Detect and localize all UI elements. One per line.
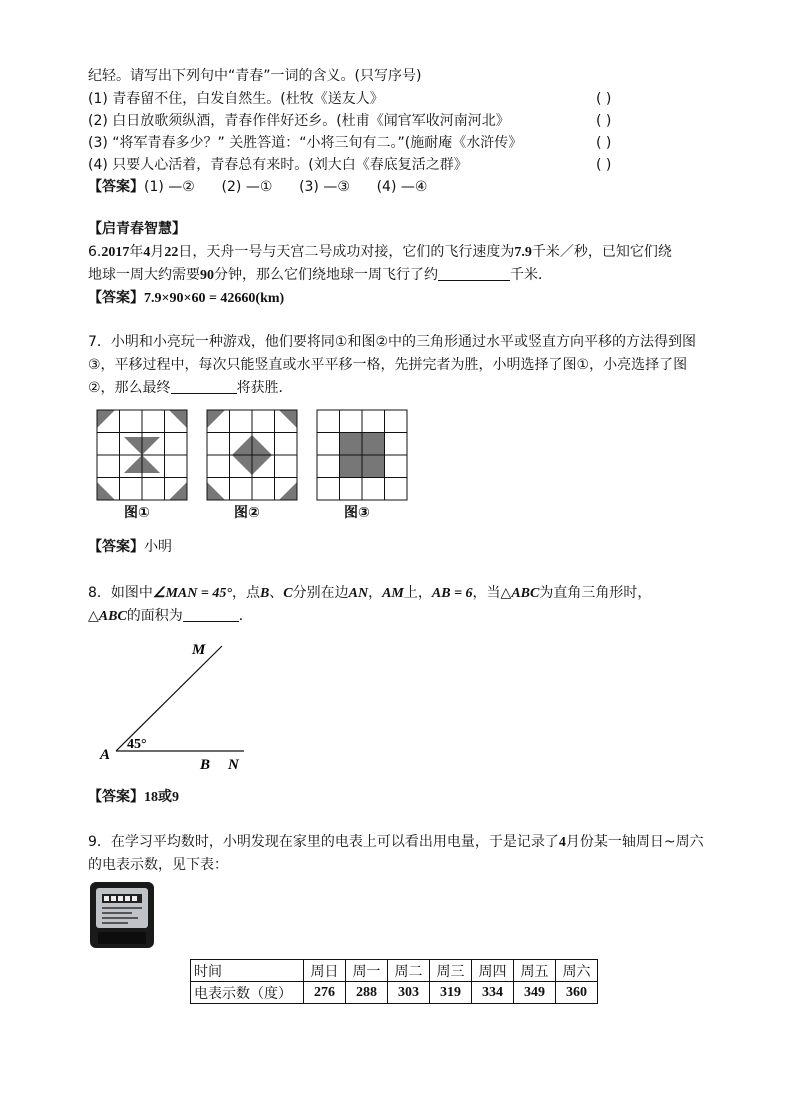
value-tue: 303 bbox=[388, 982, 430, 1004]
q7-line-1: 7．小明和小亮玩一种游戏，他们要将同①和图②中的三角形通过水平或竖直方向平移的方法得到图 bbox=[88, 334, 697, 350]
q8-text-4: 上， bbox=[403, 585, 432, 601]
q8-angle: ∠MAN = 45° bbox=[152, 586, 232, 601]
q7-answer-tag: 【答案】 bbox=[88, 539, 144, 555]
fig2-corner-tl bbox=[207, 410, 225, 428]
fig-3-label: 图③ bbox=[344, 505, 370, 521]
q6-text-5: 千米． bbox=[510, 267, 552, 283]
header-thu: 周四 bbox=[472, 960, 514, 982]
q6-text-year: 年 bbox=[129, 244, 144, 260]
q7-text-2: 将获胜． bbox=[236, 380, 293, 396]
q8-text-6: 为直角三角形时， bbox=[539, 585, 652, 601]
q8-side-am: AM bbox=[382, 586, 404, 601]
q5-item-1-paren: ( ) bbox=[596, 91, 612, 107]
q6-text-1: 日，天舟一号与天宫二号成功对接，它们的飞行速度为 bbox=[178, 244, 515, 260]
fig1-corner-bl bbox=[97, 482, 115, 500]
q8-text-3: 分别在边 bbox=[292, 585, 349, 601]
figure-2-grid bbox=[207, 410, 297, 500]
q8-comma: ， bbox=[368, 585, 383, 601]
q6-line-2 bbox=[88, 265, 552, 286]
label-angle: 45° bbox=[127, 737, 147, 752]
meter-table bbox=[190, 959, 598, 1004]
q8-answer bbox=[88, 787, 179, 808]
q8-text-5: ，当△ bbox=[472, 585, 512, 601]
q8-text-7: 的面积为 bbox=[126, 608, 183, 624]
value-sat: 360 bbox=[556, 982, 598, 1004]
q6-answer-text: 7.9×90×60 = 42660(km) bbox=[144, 291, 285, 306]
q8-abc-1: ABC bbox=[511, 586, 540, 601]
q8-sep: 、 bbox=[269, 585, 284, 601]
q6-answer-blank bbox=[438, 266, 510, 281]
value-fri: 349 bbox=[514, 982, 556, 1004]
q8-line-2 bbox=[88, 606, 253, 627]
q6-day: 22 bbox=[164, 245, 179, 260]
value-mon: 288 bbox=[346, 982, 388, 1004]
q5-item-3: (3) “将军青春多少？” 关胜答道：“小将三旬有二。”(施耐庵《水浒传》 bbox=[88, 135, 523, 151]
q8-ab: AB = 6 bbox=[431, 586, 473, 601]
value-wed: 319 bbox=[430, 982, 472, 1004]
header-tue: 周二 bbox=[388, 960, 430, 982]
q7-answer-blank bbox=[171, 379, 237, 394]
q9-month: 4 bbox=[558, 835, 566, 850]
q8-triangle-sym: △ bbox=[88, 608, 99, 624]
q7-answer-text: 小明 bbox=[144, 539, 172, 555]
fig1-corner-br bbox=[169, 482, 187, 500]
header-wed: 周三 bbox=[430, 960, 472, 982]
fig1-corner-tl bbox=[97, 410, 115, 428]
q5-answer-text: (1) —② (2) —① (3) —③ (4) —④ bbox=[144, 179, 428, 195]
header-time: 时间 bbox=[191, 960, 304, 982]
q5-item-4-paren: ( ) bbox=[596, 157, 612, 173]
q7-figures bbox=[0, 405, 790, 535]
q8-side-an: AN bbox=[348, 586, 369, 601]
q6-text-4: 分钟，那么它们绕地球一周飞行了约 bbox=[214, 267, 438, 283]
q6-answer bbox=[88, 288, 284, 309]
value-thu: 334 bbox=[472, 982, 514, 1004]
q8-answer-text: 18或9 bbox=[144, 790, 179, 805]
fig-2-label: 图② bbox=[234, 505, 260, 521]
q5-answer bbox=[88, 177, 427, 197]
q6-line-1 bbox=[88, 242, 672, 263]
q5-item-1: (1) 青春留不住，白发自然生。(杜牧《送友人》 bbox=[88, 91, 384, 107]
q8-text-2: ，点 bbox=[231, 585, 260, 601]
label-a: A bbox=[100, 747, 111, 763]
q5-answer-tag: 【答案】 bbox=[88, 179, 144, 195]
header-sun: 周日 bbox=[304, 960, 346, 982]
q6-minutes: 90 bbox=[200, 268, 214, 283]
q5-item-2: (2) 白日放歌须纵酒，青春作伴好还乡。(杜甫《闻官军收河南河北》 bbox=[88, 113, 510, 129]
row-label: 电表示数（度） bbox=[191, 982, 304, 1004]
q6-answer-tag: 【答案】 bbox=[88, 290, 144, 306]
q8-abc-2: ABC bbox=[98, 609, 127, 624]
header-sat: 周六 bbox=[556, 960, 598, 982]
electric-meter-image bbox=[88, 880, 158, 950]
fig2-corner-tr bbox=[279, 410, 297, 428]
fig2-corner-bl bbox=[207, 482, 225, 500]
ray-am bbox=[116, 646, 222, 751]
fig1-corner-tr bbox=[169, 410, 187, 428]
header-fri: 周五 bbox=[514, 960, 556, 982]
meter-value-row bbox=[191, 982, 598, 1004]
q5-item-2-paren: ( ) bbox=[596, 113, 612, 129]
fig-1-label: 图① bbox=[124, 505, 150, 521]
q5-item-3-paren: ( ) bbox=[596, 135, 612, 151]
q5-item-4: (4) 只要人心活着，青春总有来时。(刘大白《春底复活之群》 bbox=[88, 157, 468, 173]
value-sun: 276 bbox=[304, 982, 346, 1004]
label-b: B bbox=[200, 757, 211, 773]
q8-answer-tag: 【答案】 bbox=[88, 789, 144, 805]
q7-line-2: ③，平移过程中，每次只能竖直或水平平移一格，先拼完者为胜，小明选择了图①，小亮选择了图 bbox=[88, 357, 688, 373]
q6-text-month: 月 bbox=[150, 244, 165, 260]
q8-text-1: 8．如图中 bbox=[88, 585, 153, 601]
q8-text-8: ． bbox=[238, 608, 253, 624]
q6-month: 4 bbox=[143, 245, 151, 260]
q6-number: 6. bbox=[88, 244, 102, 260]
q9-line-1 bbox=[88, 832, 704, 853]
q8-point-c: C bbox=[283, 586, 293, 601]
section-title: 【启青春智慧】 bbox=[88, 221, 186, 237]
q8-answer-blank bbox=[183, 607, 239, 622]
q6-speed: 7.9 bbox=[514, 245, 532, 260]
q6-text-3: 地球一周大约需要 bbox=[88, 267, 200, 283]
q9-text-2: 月份某一轴周日~周六 bbox=[565, 834, 704, 850]
fig2-corner-br bbox=[279, 482, 297, 500]
header-mon: 周一 bbox=[346, 960, 388, 982]
q5-intro: 纪轻。请写出下列句中“青春”一词的含义。(只写序号) bbox=[88, 68, 422, 84]
q8-point-b: B bbox=[259, 586, 270, 601]
q7-answer bbox=[88, 537, 172, 557]
q8-figure bbox=[0, 638, 790, 778]
figure-3-grid bbox=[317, 410, 407, 500]
figure-1-grid bbox=[97, 410, 187, 500]
q6-year: 2017 bbox=[101, 245, 130, 260]
q7-text-1: ②，那么最终 bbox=[88, 380, 171, 396]
q6-text-2: 千米／秒，已知它们绕 bbox=[531, 244, 672, 260]
meter-header-row bbox=[191, 960, 598, 982]
q7-line-3 bbox=[88, 378, 293, 398]
q9-text-1: 9．在学习平均数时，小明发现在家里的电表上可以看出用电量，于是记录了 bbox=[88, 834, 559, 850]
label-m: M bbox=[192, 642, 206, 658]
q9-line-2: 的电表示数，见下表： bbox=[88, 857, 228, 873]
q8-line-1 bbox=[88, 583, 651, 604]
label-n: N bbox=[228, 757, 239, 773]
